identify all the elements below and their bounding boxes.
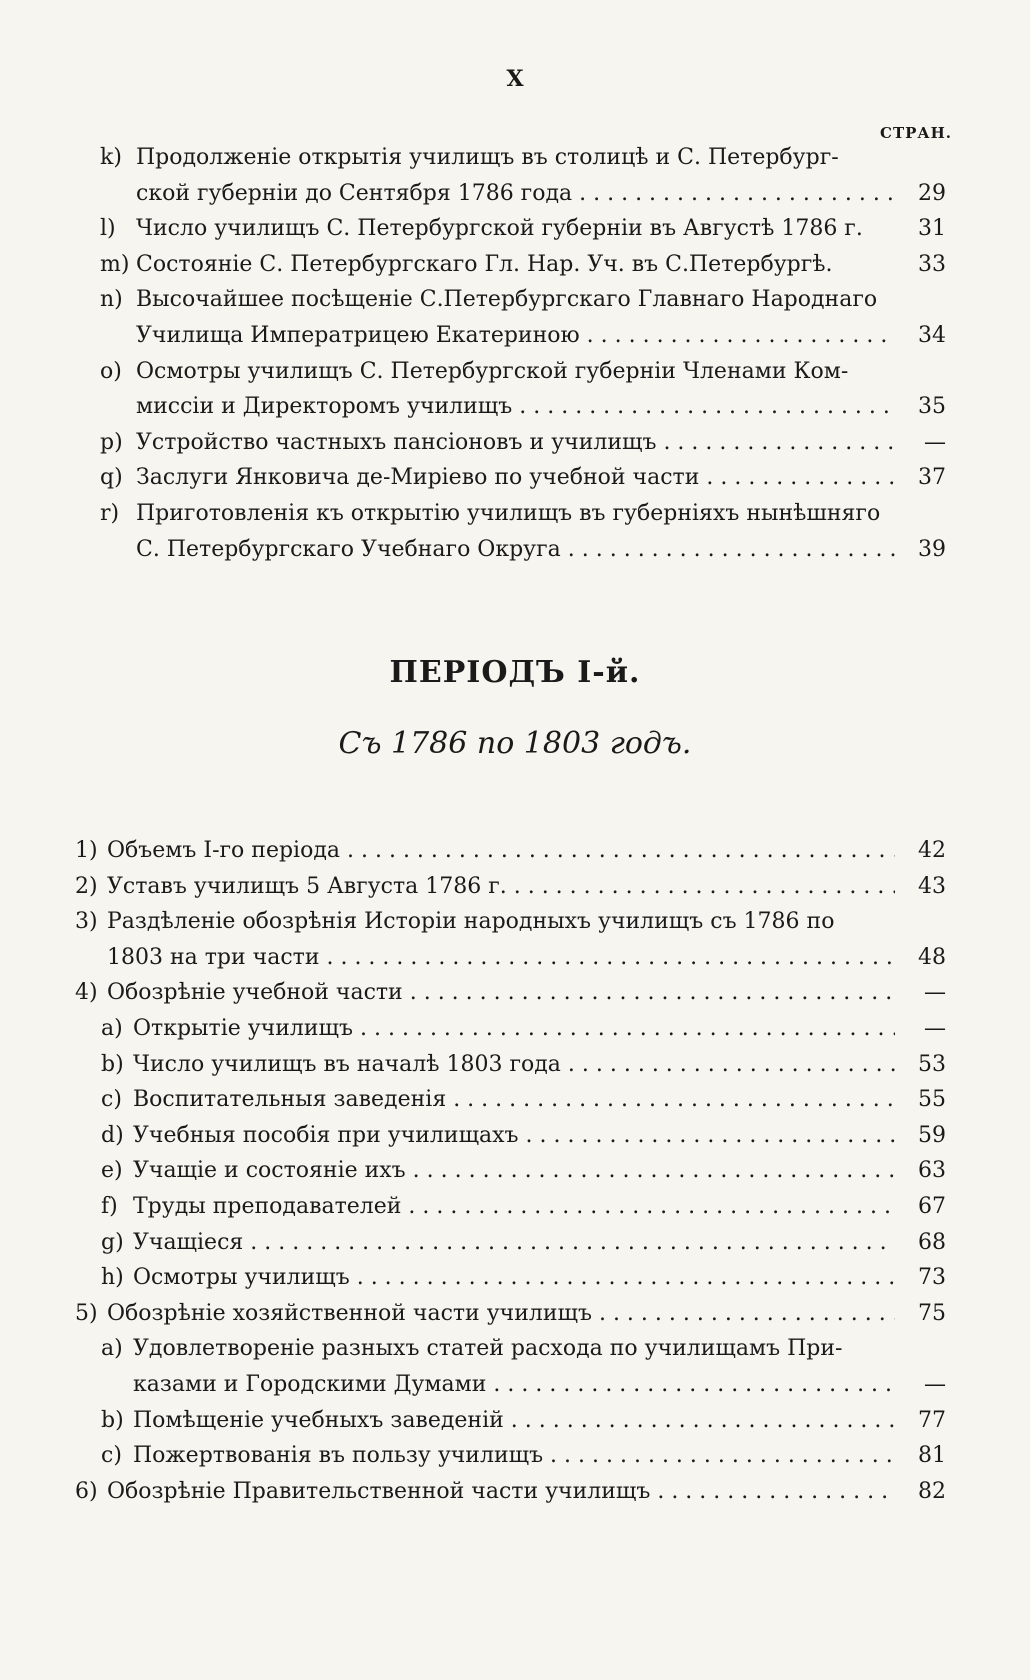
section-subtitle: Съ 1786 по 1803 годъ. (338, 726, 692, 761)
toc-entry-text: Раздѣленіе обозрѣнія Исторіи народныхъ училищъ съ 1786 по (107, 909, 835, 935)
toc-entry-label: b) (101, 1407, 124, 1433)
toc-bottom (0, 833, 1030, 1509)
toc-entry-page: 29 (918, 180, 946, 206)
toc-entry (0, 1296, 1030, 1332)
toc-entry-page: 33 (918, 251, 946, 277)
toc-entry (0, 1082, 1030, 1118)
toc-entry-page: 35 (918, 394, 946, 420)
toc-entry-text: Устройство частныхъ пансіоновъ и училищъ . . . (136, 425, 895, 461)
toc-entry-label: o) (100, 358, 122, 384)
toc-entry-label: 1) (75, 838, 98, 863)
toc-entry-text: Учащіеся . . . (133, 1225, 895, 1261)
toc-entry-text: Объемъ I-го періода . . . (107, 833, 895, 869)
toc-entry-page: 34 (918, 322, 946, 348)
toc-entry-text: Пожертвованія въ пользу училищъ . . . (133, 1438, 895, 1474)
toc-entry (0, 1331, 1030, 1367)
toc-entry-label: h) (101, 1265, 124, 1291)
toc-entry-label: g) (101, 1229, 124, 1255)
toc-entry-page: — (924, 1371, 946, 1397)
toc-entry-page: 31 (918, 216, 946, 242)
toc-entry-label: 6) (75, 1478, 98, 1504)
toc-entry-text: Состояніе С. Петербургскаго Гл. Нар. Уч. въ С.Петербургѣ. (136, 251, 833, 277)
toc-entry-label: k) (100, 145, 122, 170)
toc-entry-text: миссіи и Директоромъ училищъ . . . (136, 389, 895, 425)
toc-entry-text: Воспитательныя заведенія . . . (133, 1082, 895, 1118)
toc-entry (0, 247, 1030, 283)
toc-entry-label: f) (101, 1193, 118, 1219)
toc-entry-label: c) (101, 1443, 122, 1469)
toc-entry (0, 1225, 1030, 1261)
toc-entry-text: Осмотры училищъ . . . (133, 1260, 895, 1296)
toc-entry-text: Заслуги Янковича де-Миріево по учебной части . . . (136, 460, 895, 496)
toc-entry (0, 211, 1030, 247)
toc-entry (0, 1118, 1030, 1154)
toc-entry-text: Приготовленія къ открытію училищъ въ губерніяхъ нынѣшняго (136, 500, 881, 526)
toc-entry (0, 318, 1030, 354)
toc-entry-page: — (924, 1015, 946, 1041)
toc-entry-page: 48 (918, 944, 946, 970)
toc-entry-text: казами и Городскими Думами . . . (133, 1367, 895, 1403)
toc-entry-text: Обозрѣніе Правительственной части училищъ . . . (107, 1474, 895, 1510)
toc-entry-label: r) (100, 500, 120, 526)
toc-entry (0, 1153, 1030, 1189)
toc-entry-label: 5) (75, 1300, 98, 1326)
toc-entry (0, 904, 1030, 940)
toc-entry-page: 43 (918, 873, 946, 899)
toc-entry-label: c) (101, 1087, 122, 1113)
toc-entry (0, 975, 1030, 1011)
section-title: ПЕРІОДЪ I-й. (389, 655, 641, 690)
toc-entry-label: b) (101, 1051, 124, 1077)
toc-entry-page: 67 (918, 1193, 946, 1219)
toc-entry-page: 42 (918, 838, 946, 863)
page-column-label: СТРАН. (880, 124, 952, 142)
toc-entry-text: Училища Императрицею Екатериною . . . (136, 318, 895, 354)
toc-entry-text: Учебныя пособія при училищахъ . . . (133, 1118, 895, 1154)
toc-entry-page: 55 (918, 1087, 946, 1113)
toc-entry-label: 3) (75, 909, 98, 935)
toc-entry (0, 1260, 1030, 1296)
toc-entry-text: Продолженіе открытія училищъ въ столицѣ и С. Петербург- (136, 145, 839, 170)
toc-entry-label: 2) (75, 873, 98, 899)
toc-entry-label: a) (101, 1015, 123, 1041)
toc-entry-text: Труды преподавателей . . . (133, 1189, 895, 1225)
toc-entry-text: Удовлетвореніе разныхъ статей расхода по училищамъ При- (133, 1336, 843, 1362)
toc-entry-page: 68 (918, 1229, 946, 1255)
toc-top (0, 140, 1030, 567)
toc-entry-text: Число училищъ С. Петербургской губерніи въ Августѣ 1786 г. (136, 216, 863, 242)
toc-entry (0, 496, 1030, 532)
toc-entry-text: Число училищъ въ началѣ 1803 года . . . (133, 1047, 895, 1083)
toc-entry-page: 37 (918, 465, 946, 491)
toc-entry (0, 425, 1030, 461)
toc-entry (0, 140, 1030, 176)
toc-entry-page: 59 (918, 1122, 946, 1148)
toc-entry-text: Высочайшее посѣщеніе С.Петербургскаго Главнаго Народнаго (136, 287, 878, 313)
toc-entry (0, 833, 1030, 869)
toc-entry-label: 4) (75, 980, 98, 1006)
toc-entry-text: С. Петербургскаго Учебнаго Округа . . . (136, 532, 895, 568)
toc-entry-page: 75 (918, 1300, 946, 1326)
toc-entry (0, 1047, 1030, 1083)
toc-entry-label: e) (101, 1158, 123, 1184)
toc-entry (0, 1474, 1030, 1510)
toc-entry-page: 82 (918, 1478, 946, 1504)
toc-entry (0, 389, 1030, 425)
toc-entry-label: l) (100, 216, 116, 242)
toc-entry-page: 39 (918, 536, 946, 562)
toc-entry-text: 1803 на три части . . . (107, 940, 895, 976)
toc-entry (0, 532, 1030, 568)
toc-entry-page: 53 (918, 1051, 946, 1077)
toc-entry-text: Уставъ училищъ 5 Августа 1786 г. . . . (107, 869, 895, 905)
toc-entry-text: Осмотры училищъ С. Петербургской губерніи Членами Ком- (136, 358, 849, 384)
toc-entry-page: 73 (918, 1265, 946, 1291)
toc-entry-page: 63 (918, 1158, 946, 1184)
toc-entry-page: 77 (918, 1407, 946, 1433)
toc-entry-label: q) (100, 465, 123, 491)
toc-entry-text: Помѣщеніе учебныхъ заведеній . . . (133, 1403, 895, 1439)
toc-entry-text: Открытіе училищъ . . . (133, 1011, 895, 1047)
toc-entry-text: Обозрѣніе учебной части . . . (107, 975, 895, 1011)
toc-entry (0, 282, 1030, 318)
page-number: X (506, 66, 524, 92)
toc-entry-label: m) (100, 251, 130, 277)
toc-entry (0, 1438, 1030, 1474)
toc-entry (0, 1403, 1030, 1439)
toc-entry-page: — (924, 429, 946, 455)
toc-entry (0, 354, 1030, 390)
toc-entry-page: — (924, 980, 946, 1006)
toc-entry (0, 1189, 1030, 1225)
toc-entry-label: n) (100, 287, 123, 313)
toc-entry (0, 869, 1030, 905)
toc-entry (0, 1367, 1030, 1403)
toc-entry (0, 1011, 1030, 1047)
toc-entry-label: d) (101, 1122, 124, 1148)
toc-entry-text: Учащіе и состояніе ихъ . . . (133, 1153, 895, 1189)
toc-entry-label: p) (100, 429, 123, 455)
toc-entry-text: ской губерніи до Сентября 1786 года . . . (136, 176, 895, 212)
toc-entry-text: Обозрѣніе хозяйственной части училищъ . . . (107, 1296, 895, 1332)
toc-entry (0, 176, 1030, 212)
toc-entry-label: a) (101, 1336, 123, 1362)
toc-entry-page: 81 (918, 1443, 946, 1469)
toc-entry (0, 460, 1030, 496)
toc-entry (0, 940, 1030, 976)
